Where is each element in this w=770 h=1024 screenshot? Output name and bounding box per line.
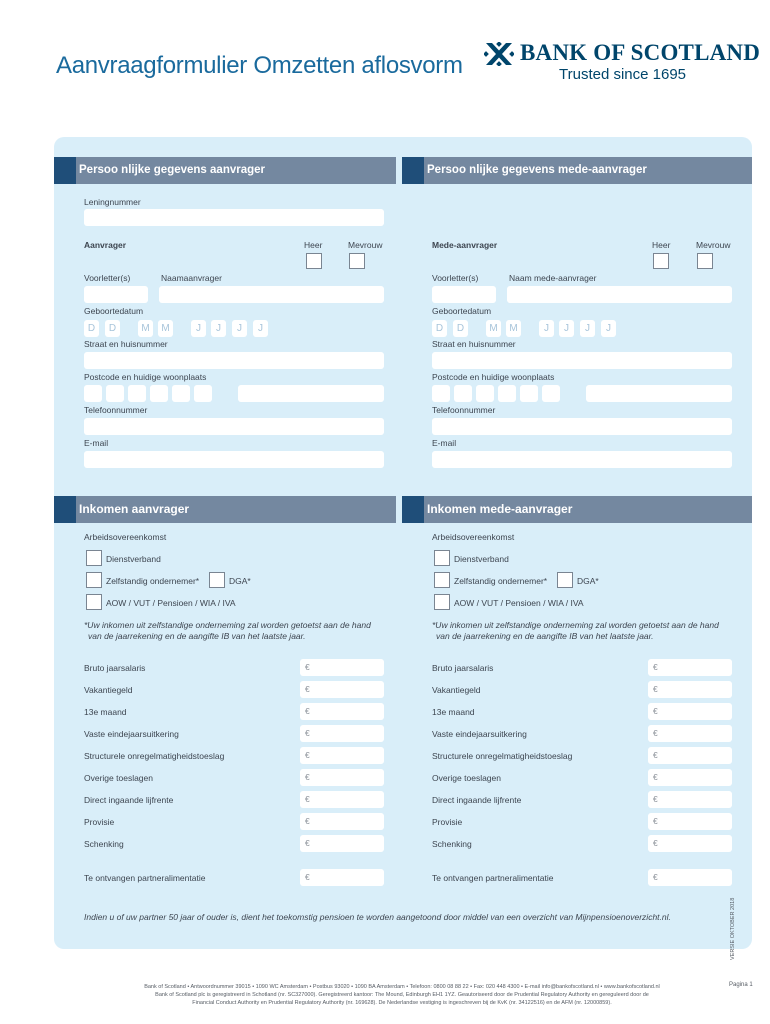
applicant-birthdate-year-4[interactable]: J xyxy=(253,320,268,337)
footer-line-2: Bank of Scotland plc is geregistreerd in Schotland (nr. SC327000). Geregistreerd kantoor: The Mound, Edinburgh EH1 1YZ. Geautoriseerd door de Prudential Regulatory Authority en gereguleerd door de xyxy=(155,992,649,998)
applicant-postcode-char[interactable] xyxy=(150,385,168,402)
coapplicant-contract-label: Arbeidsovereenkomst xyxy=(432,532,515,542)
coapplicant-birthdate-month-2[interactable]: M xyxy=(506,320,521,337)
coapplicant-postcode-char[interactable] xyxy=(454,385,472,402)
coapplicant-postcode-char[interactable] xyxy=(520,385,538,402)
coapplicant-income-field[interactable]: € xyxy=(648,703,732,720)
coapplicant-birthdate-year-4[interactable]: J xyxy=(601,320,616,337)
applicant-income-label: Vakantiegeld xyxy=(84,685,133,695)
coapplicant-birthdate-label: Geboortedatum xyxy=(432,306,492,316)
applicant-income-label: Bruto jaarsalaris xyxy=(84,663,146,673)
coapplicant-mevrouw-checkbox[interactable] xyxy=(697,253,713,269)
coapplicant-name-field[interactable] xyxy=(507,286,732,303)
applicant-birthdate-day-2[interactable]: D xyxy=(105,320,120,337)
coapplicant-dga-label: DGA* xyxy=(577,576,599,586)
applicant-selfemployed-label: Zelfstandig ondernemer* xyxy=(106,576,200,586)
coapplicant-employment-label: Dienstverband xyxy=(454,554,509,564)
applicant-income-field[interactable]: € xyxy=(300,725,384,742)
coapplicant-income-label: Vaste eindejaarsuitkering xyxy=(432,729,527,739)
coapplicant-income-field[interactable]: € xyxy=(648,681,732,698)
applicant-email-label: E-mail xyxy=(84,438,109,448)
coapplicant-dga-checkbox[interactable] xyxy=(557,572,573,588)
coapplicant-phone-field[interactable] xyxy=(432,418,732,435)
applicant-footnote-line-1: *Uw inkomen uit zelfstandige onderneming zal worden getoetst aan de hand xyxy=(84,620,371,630)
coapplicant-income-label: 13e maand xyxy=(432,707,475,717)
section-income-applicant: Inkomen aanvrager xyxy=(54,496,396,523)
coapplicant-birthdate-year-2[interactable]: J xyxy=(559,320,574,337)
applicant-birthdate-year-3[interactable]: J xyxy=(232,320,247,337)
coapplicant-name-label: Naam mede-aanvrager xyxy=(509,273,597,283)
applicant-employment-label: Dienstverband xyxy=(106,554,161,564)
applicant-income-field[interactable]: € xyxy=(300,747,384,764)
section-personal-coapplicant: Persoo nlijke gegevens mede-aanvrager xyxy=(402,157,752,184)
applicant-phone-label: Telefoonnummer xyxy=(84,405,148,415)
coapplicant-email-label: E-mail xyxy=(432,438,457,448)
applicant-dga-checkbox[interactable] xyxy=(209,572,225,588)
coapplicant-footnote xyxy=(432,620,732,642)
applicant-income-field[interactable]: € xyxy=(300,813,384,830)
applicant-income-label: Overige toeslagen xyxy=(84,773,153,783)
applicant-income-label: Direct ingaande lijfrente xyxy=(84,795,174,805)
loan-number-field[interactable] xyxy=(84,209,384,226)
applicant-birthdate-month-2[interactable]: M xyxy=(158,320,173,337)
coapplicant-income-label: Vakantiegeld xyxy=(432,685,481,695)
applicant-birthdate-month-1[interactable]: M xyxy=(138,320,153,337)
applicant-income-field[interactable]: € xyxy=(300,769,384,786)
coapplicant-income-field[interactable]: € xyxy=(648,813,732,830)
applicant-income-label: Schenking xyxy=(84,839,124,849)
coapplicant-birthdate-year-3[interactable]: J xyxy=(580,320,595,337)
page-title: Aanvraagformulier Omzetten aflosvorm xyxy=(56,52,463,79)
applicant-heer-label: Heer xyxy=(304,240,323,250)
section-personal-applicant: Persoo nlijke gegevens aanvrager xyxy=(54,157,396,184)
coapplicant-postcode-char[interactable] xyxy=(476,385,494,402)
coapplicant-income-label: Structurele onregelmatigheidstoeslag xyxy=(432,751,573,761)
logo-tagline: Trusted since 1695 xyxy=(559,66,687,83)
footer-line-1: Bank of Scotland • Antwoordnummer 39015 • 1090 WC Amsterdam • Postbus 93020 • 1090 BA Amsterdam • Telefoon: 0800 08 88 22 • Fax: 020 448 4300 • E-mail info@bankofscotland.nl • www.bankofscotland.nl xyxy=(144,984,660,990)
coapplicant-heer-checkbox[interactable] xyxy=(653,253,669,269)
coapplicant-birthdate-day-1[interactable]: D xyxy=(432,320,447,337)
applicant-birthdate-year-2[interactable]: J xyxy=(211,320,226,337)
coapplicant-income-field[interactable]: € xyxy=(648,791,732,808)
applicant-postcode-char[interactable] xyxy=(128,385,146,402)
coapplicant-postcode-char[interactable] xyxy=(432,385,450,402)
applicant-city-field[interactable] xyxy=(238,385,384,402)
applicant-income-field[interactable]: € xyxy=(300,659,384,676)
coapplicant-pension-label: AOW / VUT / Pensioen / WIA / IVA xyxy=(454,598,584,608)
coapplicant-income-label: Schenking xyxy=(432,839,472,849)
applicant-income-field[interactable]: € xyxy=(300,681,384,698)
applicant-mevrouw-checkbox[interactable] xyxy=(349,253,365,269)
applicant-email-field[interactable] xyxy=(84,451,384,468)
applicant-dga-label: DGA* xyxy=(229,576,251,586)
coapplicant-income-label: Overige toeslagen xyxy=(432,773,501,783)
coapplicant-phone-label: Telefoonnummer xyxy=(432,405,496,415)
coapplicant-email-field[interactable] xyxy=(432,451,732,468)
coapplicant-birthdate-month-1[interactable]: M xyxy=(486,320,501,337)
applicant-income-label: Provisie xyxy=(84,817,115,827)
applicant-role-label: Aanvrager xyxy=(84,240,127,250)
bank-logo xyxy=(484,40,761,88)
applicant-income-label: Structurele onregelmatigheidstoeslag xyxy=(84,751,225,761)
coapplicant-initials-label: Voorletter(s) xyxy=(432,273,479,283)
coapplicant-city-field[interactable] xyxy=(586,385,732,402)
section-income-coapplicant: Inkomen mede-aanvrager xyxy=(402,496,752,523)
coapplicant-birthdate-day-2[interactable]: D xyxy=(453,320,468,337)
coapplicant-street-label: Straat en huisnummer xyxy=(432,339,516,349)
coapplicant-selfemployed-checkbox[interactable] xyxy=(434,572,450,588)
coapplicant-footnote-line-2: van de jaarrekening en de aangifte IB van het laatste jaar. xyxy=(436,631,654,641)
applicant-income-field[interactable]: € xyxy=(300,703,384,720)
applicant-footnote-line-2: van de jaarrekening en de aangifte IB van het laatste jaar. xyxy=(88,631,306,641)
coapplicant-mevrouw-label: Mevrouw xyxy=(696,240,731,250)
applicant-initials-label: Voorletter(s) xyxy=(84,273,131,283)
applicant-income-field[interactable]: € xyxy=(300,869,384,886)
coapplicant-income-label: Bruto jaarsalaris xyxy=(432,663,494,673)
coapplicant-income-label: Te ontvangen partneralimentatie xyxy=(432,873,554,883)
applicant-income-label: Te ontvangen partneralimentatie xyxy=(84,873,206,883)
applicant-postcode-char[interactable] xyxy=(194,385,212,402)
applicant-income-field[interactable]: € xyxy=(300,835,384,852)
applicant-name-field[interactable] xyxy=(159,286,384,303)
coapplicant-income-field[interactable]: € xyxy=(648,769,732,786)
applicant-selfemployed-checkbox[interactable] xyxy=(86,572,102,588)
applicant-income-field[interactable]: € xyxy=(300,791,384,808)
coapplicant-income-field[interactable]: € xyxy=(648,725,732,742)
loan-number-label: Leningnummer xyxy=(84,197,141,207)
footer xyxy=(92,983,712,1007)
applicant-initials-field[interactable] xyxy=(84,286,148,303)
applicant-income-label: Vaste eindejaarsuitkering xyxy=(84,729,179,739)
applicant-postcode-char[interactable] xyxy=(106,385,124,402)
coapplicant-employment-checkbox[interactable] xyxy=(434,550,450,566)
logo-name: BANK OF SCOTLAND xyxy=(520,40,761,65)
applicant-birthdate-label: Geboortedatum xyxy=(84,306,144,316)
coapplicant-income-field[interactable]: € xyxy=(648,747,732,764)
footer-line-3: Financial Conduct Authority en Prudential Regulatory Authority (nr. 169628). De Nederlandse vestiging is ingeschreven bij de KvK (nr. 34122516) en de AFM (nr. 12000859). xyxy=(192,1000,612,1006)
page-number: Pagina 1 xyxy=(729,982,753,988)
coapplicant-pension-checkbox[interactable] xyxy=(434,594,450,610)
coapplicant-birthdate-year-1[interactable]: J xyxy=(539,320,554,337)
pension-note: Indien u of uw partner 50 jaar of ouder is, dient het toekomstig pensioen te worden aangetoond door middel van een overzicht van Mijnpensioenoverzicht.nl. xyxy=(84,912,671,922)
applicant-heer-checkbox[interactable] xyxy=(306,253,322,269)
applicant-street-label: Straat en huisnummer xyxy=(84,339,168,349)
coapplicant-role-label: Mede-aanvrager xyxy=(432,240,498,250)
applicant-pension-label: AOW / VUT / Pensioen / WIA / IVA xyxy=(106,598,236,608)
coapplicant-footnote-line-1: *Uw inkomen uit zelfstandige onderneming zal worden getoetst aan de hand xyxy=(432,620,719,630)
applicant-income-label: 13e maand xyxy=(84,707,127,717)
applicant-footnote xyxy=(84,620,384,642)
coapplicant-income-field[interactable]: € xyxy=(648,659,732,676)
applicant-birthdate-day-1[interactable]: D xyxy=(84,320,99,337)
applicant-phone-field[interactable] xyxy=(84,418,384,435)
applicant-postcode-label: Postcode en huidige woonplaats xyxy=(84,372,207,382)
coapplicant-selfemployed-label: Zelfstandig ondernemer* xyxy=(454,576,548,586)
coapplicant-income-label: Provisie xyxy=(432,817,463,827)
coapplicant-postcode-char[interactable] xyxy=(542,385,560,402)
coapplicant-heer-label: Heer xyxy=(652,240,671,250)
applicant-contract-label: Arbeidsovereenkomst xyxy=(84,532,167,542)
coapplicant-postcode-label: Postcode en huidige woonplaats xyxy=(432,372,555,382)
coapplicant-postcode-char[interactable] xyxy=(498,385,516,402)
applicant-postcode-char[interactable] xyxy=(172,385,190,402)
coapplicant-income-label: Direct ingaande lijfrente xyxy=(432,795,522,805)
applicant-name-label: Naamaanvrager xyxy=(161,273,222,283)
applicant-street-field[interactable] xyxy=(84,352,384,369)
applicant-birthdate-year-1[interactable]: J xyxy=(191,320,206,337)
coapplicant-street-field[interactable] xyxy=(432,352,732,369)
applicant-employment-checkbox[interactable] xyxy=(86,550,102,566)
applicant-postcode-char[interactable] xyxy=(84,385,102,402)
applicant-pension-checkbox[interactable] xyxy=(86,594,102,610)
version-label: VERSIE OKTOBER 2018 xyxy=(730,897,736,960)
saltire-cross-icon xyxy=(484,42,514,66)
applicant-mevrouw-label: Mevrouw xyxy=(348,240,383,250)
coapplicant-income-field[interactable]: € xyxy=(648,835,732,852)
coapplicant-initials-field[interactable] xyxy=(432,286,496,303)
coapplicant-income-field[interactable]: € xyxy=(648,869,732,886)
